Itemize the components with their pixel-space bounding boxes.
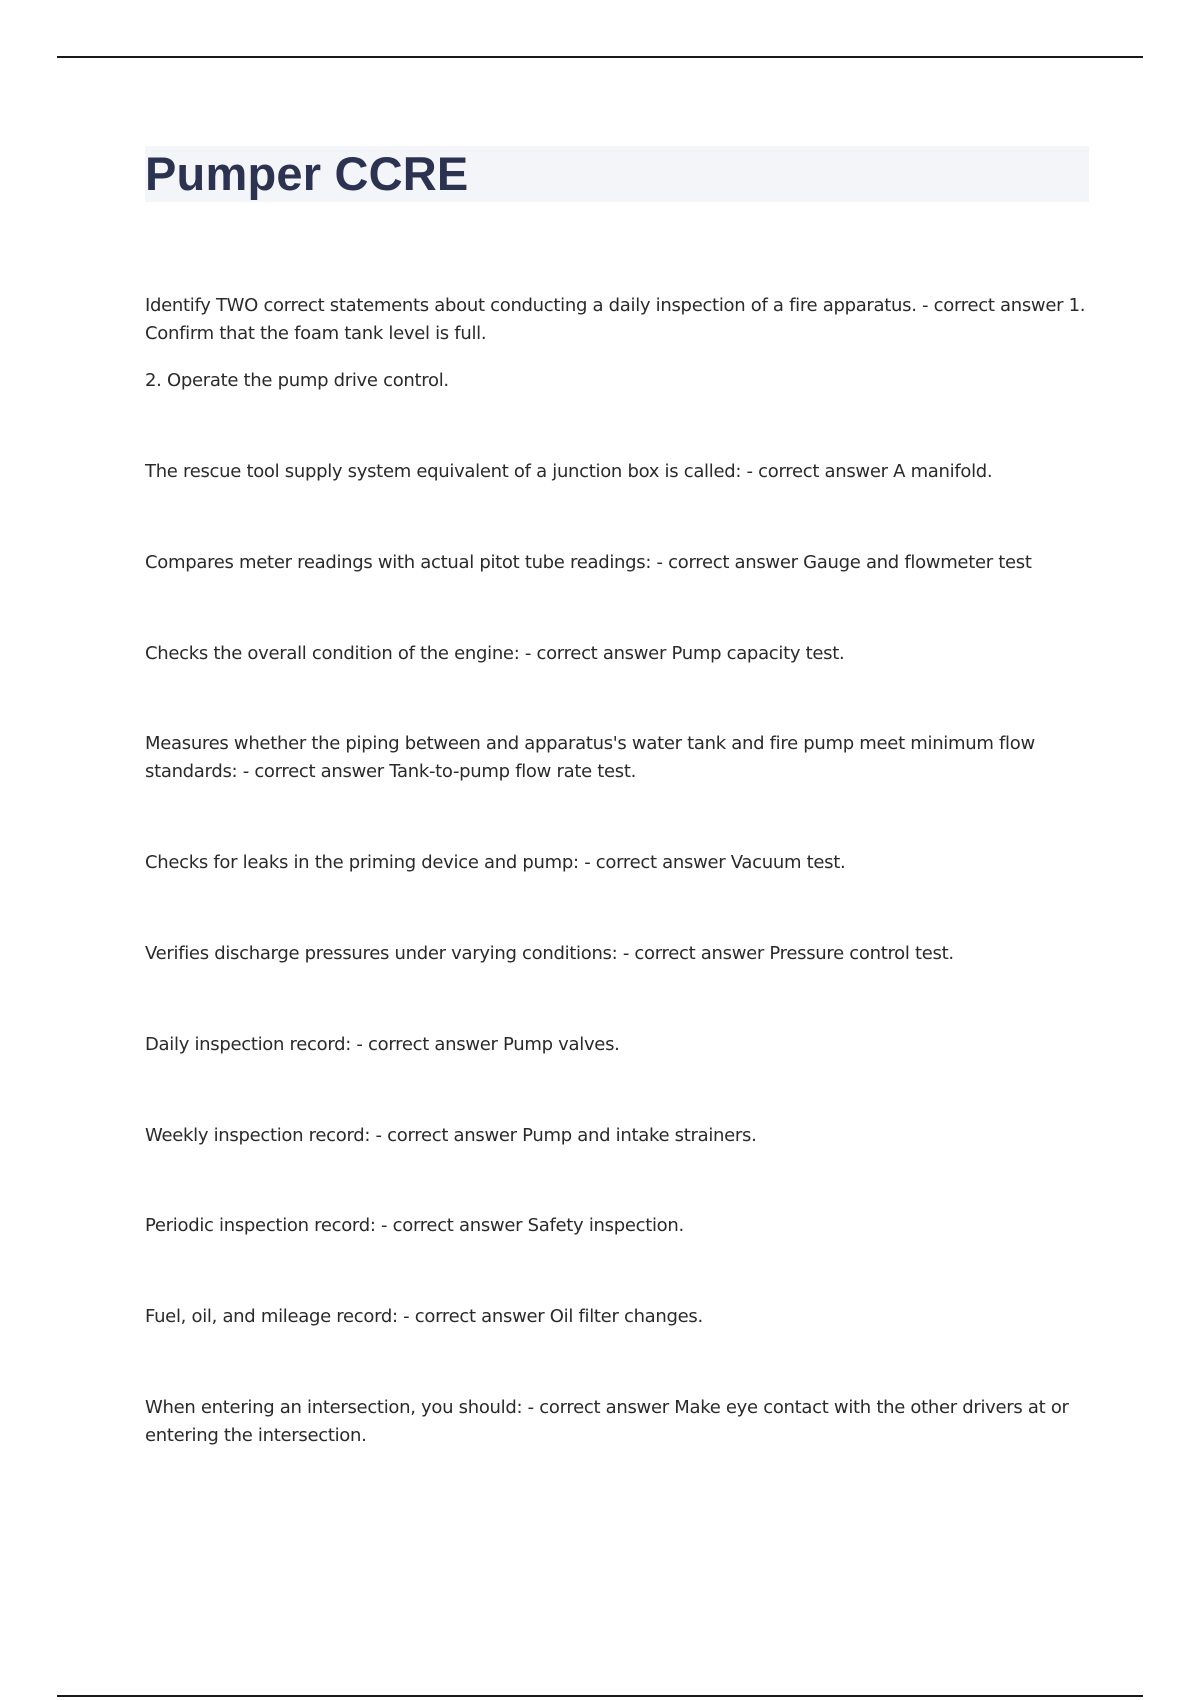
qa-item-1-continued: 2. Operate the pump drive control. (145, 370, 449, 391)
qa-item-7: Verifies discharge pressures under varying conditions: - correct answer Pressure control test. (145, 943, 954, 964)
qa-item-12: When entering an intersection, you should: - correct answer Make eye contact with the other drivers at or entering the intersection. (145, 1397, 1069, 1446)
qa-item-9: Weekly inspection record: - correct answer Pump and intake strainers. (145, 1125, 757, 1146)
qa-item-10: Periodic inspection record: - correct answer Safety inspection. (145, 1215, 684, 1236)
qa-item-3: Compares meter readings with actual pitot tube readings: - correct answer Gauge and flowmeter test (145, 552, 1032, 573)
qa-item-11: Fuel, oil, and mileage record: - correct answer Oil filter changes. (145, 1306, 703, 1327)
qa-item-4: Checks the overall condition of the engine: - correct answer Pump capacity test. (145, 643, 845, 664)
qa-item-8: Daily inspection record: - correct answer Pump valves. (145, 1034, 620, 1055)
bottom-divider (57, 1695, 1143, 1697)
top-divider (57, 56, 1143, 58)
qa-item-1: Identify TWO correct statements about conducting a daily inspection of a fire apparatus. - correct answer 1. Confirm that the foam tank level is full. (145, 295, 1086, 344)
qa-item-6: Checks for leaks in the priming device and pump: - correct answer Vacuum test. (145, 852, 846, 873)
page-title: Pumper CCRE (145, 147, 469, 200)
qa-item-5: Measures whether the piping between and apparatus's water tank and fire pump meet minimum flow standards: - correct answer Tank-to-pump flow rate test. (145, 733, 1035, 782)
qa-item-2: The rescue tool supply system equivalent of a junction box is called: - correct answer A manifold. (145, 461, 993, 482)
